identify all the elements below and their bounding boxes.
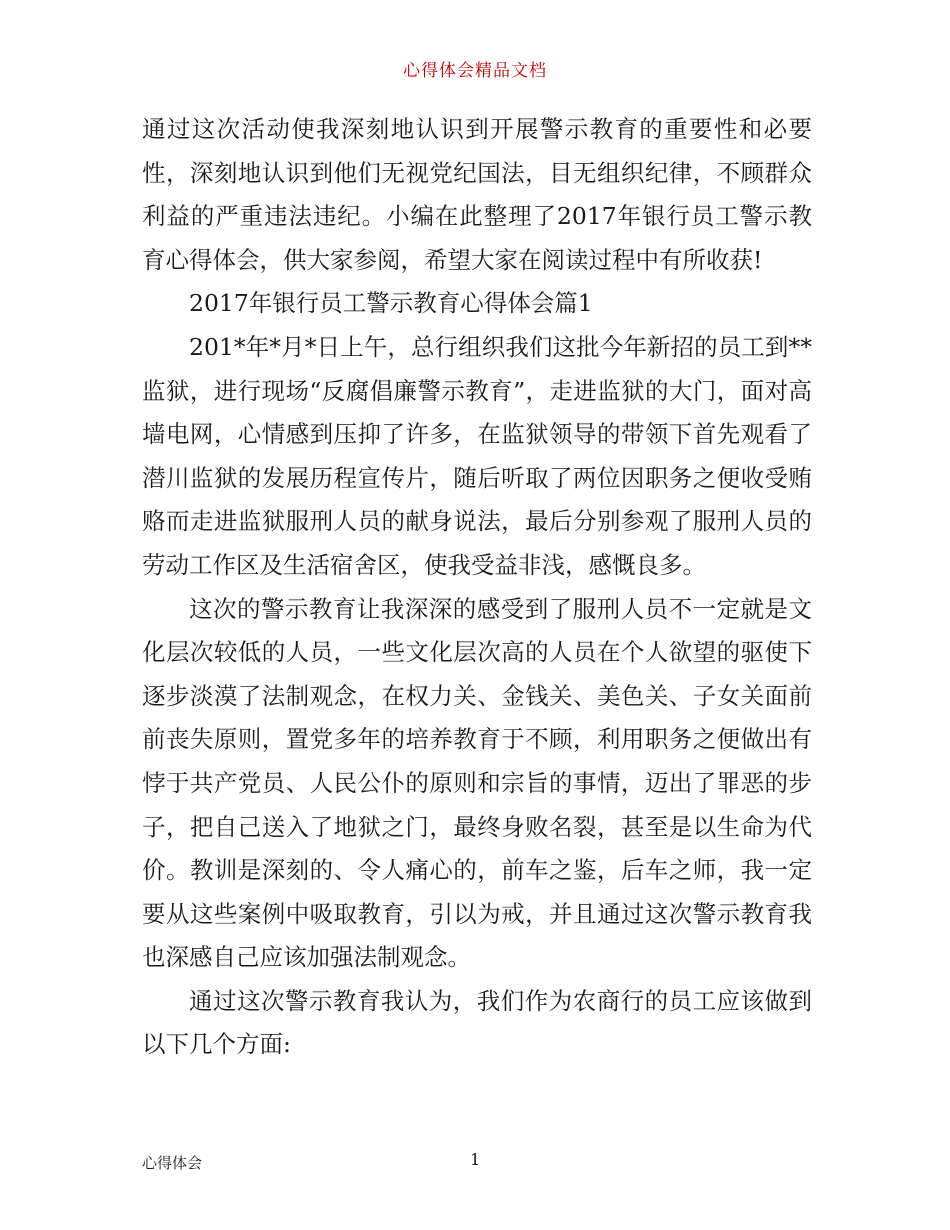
body-paragraph-3: 通过这次警示教育我认为，我们作为农商行的员工应该做到以下几个方面:	[142, 986, 812, 1059]
section-title: 2017年银行员工警示教育心得体会篇1	[189, 289, 593, 318]
footer-label: 心得体会	[142, 1154, 203, 1172]
intro-paragraph: 通过这次活动使我深刻地认识到开展警示教育的重要性和必要性，深刻地认识到他们无视党纪国法，目无组织纪律，不顾群众利益的严重违法违纪。小编在此整理了2017年银行员工警示教育心得体会，供大家参阅，希望大家在阅读过程中有所收获!	[142, 115, 812, 274]
body-paragraph-1: 201*年*月*日上午，总行组织我们这批今年新招的员工到**监狱，进行现场“反腐倡廉警示教育”，走进监狱的大门，面对高墙电网，心情感到压抑了许多，在监狱领导的带领下首先观看了潜川监狱的发展历程宣传片，随后听取了两位因职务之便收受贿赂而走进监狱服刑人员的献身说法，最后分别参观了服刑人员的劳动工作区及生活宿舍区，使我受益非浅，感慨良多。	[142, 332, 812, 579]
page-number: 1	[470, 1150, 481, 1169]
document-body	[142, 108, 812, 1067]
body-paragraph-2: 这次的警示教育让我深深的感受到了服刑人员不一定就是文化层次较低的人员，一些文化层次高的人员在个人欲望的驱使下逐步淡漠了法制观念，在权力关、金钱关、美色关、子女关面前前丧失原则，置党多年的培养教育于不顾，利用职务之便做出有悖于共产党员、人民公仆的原则和宗旨的事情，迈出了罪恶的步子，把自己送入了地狱之门，最终身败名裂，甚至是以生命为代价。教训是深刻的、令人痛心的，前车之鉴，后车之师，我一定要从这些案例中吸取教育，引以为戒，并且通过这次警示教育我也深感自己应该加强法制观念。	[142, 594, 812, 972]
document-header: 心得体会精品文档	[403, 61, 547, 81]
